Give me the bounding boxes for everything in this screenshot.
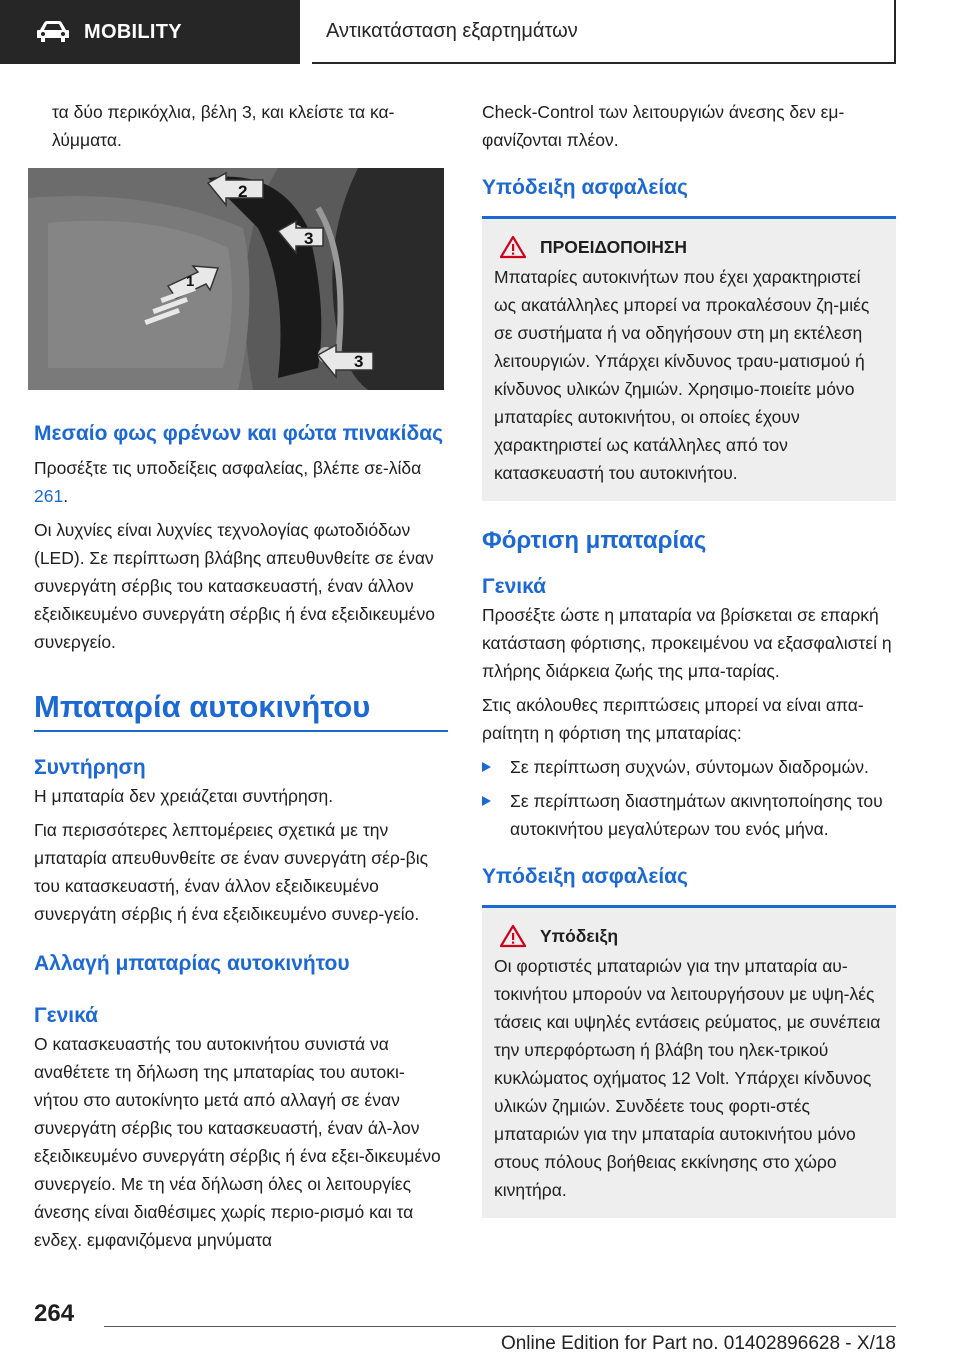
brake-light-paragraph-1 (34, 454, 448, 510)
warning-triangle-icon (500, 924, 526, 948)
page-number: 264 (34, 1300, 75, 1327)
maintenance-heading: Συντήρηση (34, 756, 146, 779)
header-chapter (312, 0, 896, 64)
intro-text-block (52, 98, 448, 160)
list-item (482, 787, 896, 843)
list-item-text: Σε περίπτωση συχνών, σύντομων διαδρομών. (510, 757, 869, 777)
note-box (482, 908, 896, 1218)
arrow-label-3-bottom: 3 (354, 352, 364, 371)
battery-change-heading: Αλλαγή μπαταρίας αυτοκινήτου (34, 952, 350, 975)
maintenance-paragraph-1: Η μπαταρία δεν χρειάζεται συντήρηση. (34, 786, 334, 806)
charging-heading: Φόρτιση μπαταρίας (482, 527, 707, 554)
warning-box-title (494, 219, 884, 263)
arrow-label-2: 2 (238, 182, 248, 201)
arrow-label-3-top: 3 (304, 229, 314, 248)
general-heading-left: Γενικά (34, 1004, 99, 1027)
section-title: MOBILITY (84, 20, 182, 43)
right-column (482, 98, 896, 1218)
left-column (34, 420, 448, 1260)
battery-change-paragraph: Ο κατασκευαστής του αυτοκινήτου συνιστά να αναθέτετε τη δήλωση της μπαταρίας του αυτοκι-νήτου στο αυτοκίνητο μετά από αλλαγή σε έναν συνεργάτη σέρβις του κατασκευαστή, έναν άλ-λον εξειδικευμένο συνεργάτη σέρβις ή ένα εξει-δικευμένο συνεργείο. Με τη νέα δήλωση όλες οι λειτουργίες άνεσης είναι διαθέσιμες χωρίς περιο-ρισμό και τα ενδεχ. εμφανιζόμενα μηνύματα (34, 1034, 441, 1250)
chapter-title: Αντικατάσταση εξαρτημάτων (326, 19, 578, 42)
warning-triangle-icon (500, 235, 526, 259)
check-control-paragraph: Check-Control των λειτουργιών άνεσης δεν εμ-φανίζονται πλέον. (482, 102, 845, 150)
note-box-title (494, 908, 884, 952)
brake-p1-end: . (63, 486, 69, 506)
footer-edition: Online Edition for Part no. 01402896628 - X/18 (500, 1333, 896, 1354)
charging-paragraph-1: Προσέξτε ώστε η μπαταρία να βρίσκεται σε επαρκή κατάσταση φόρτισης, προκειμένου να εξασφαλιστεί η πλήρης διάρκεια ζωής της μπα-ταρίας. (482, 605, 892, 681)
header-section-tab (0, 0, 300, 64)
list-item-text: Σε περίπτωση διαστημάτων ακινητοποίησης του αυτοκινήτου μεγαλύτερων του ενός μήνα. (510, 791, 883, 839)
note-text: Οι φορτιστές μπαταριών για την μπαταρία αυ-τοκινήτου μπορούν να λειτουργήσουν με υψη-λές τάσεις και υψηλές εντάσεις ρεύματος, με συνέπεια την υπερφόρτωση ή βλάβη του ηλεκ-τρικού κυκλώματος οχήματος 12 Volt. Υπάρχει κίνδυνος υλικών ζημιών. Συνδέετε τους φορτι-στές μπαταριών για την μπαταρία αυτοκινήτου μόνο στους πόλους βοήθειας εκκίνησης στο χώρο κινητήρα. (494, 956, 881, 1200)
intro-paragraph: τα δύο περικόχλια, βέλη 3, και κλείστε τα κα-λύμματα. (52, 102, 395, 150)
tail-light-illustration (28, 168, 444, 390)
safety-heading-2: Υπόδειξη ασφαλείας (482, 865, 688, 888)
general-heading-right: Γενικά (482, 575, 547, 598)
bullet-triangle-icon (482, 796, 491, 806)
warning-label: ΠΡΟΕΙΔΟΠΟΙΗΣΗ (540, 237, 688, 257)
note-label: Υπόδειξη (540, 926, 619, 946)
charging-paragraph-2: Στις ακόλουθες περιπτώσεις μπορεί να είναι απα-ραίτητη η φόρτιση της μπαταρίας: (482, 695, 864, 743)
maintenance-paragraph-2: Για περισσότερες λεπτομέρειες σχετικά με την μπαταρία απευθυνθείτε σε έναν συνεργάτη σέρ-βις του κατασκευαστή, έναν άλλον εξειδικευμένο συνεργάτη σέρβις ή ένα εξειδικευμένο συνερ-γείο. (34, 820, 429, 924)
car-icon (36, 20, 70, 44)
tail-light-figure (28, 168, 444, 390)
arrow-label-1: 1 (186, 273, 195, 290)
brake-p1-text: Προσέξτε τις υποδείξεις ασφαλείας, βλέπε σε-λίδα (34, 458, 422, 478)
battery-heading: Μπαταρία αυτοκινήτου (34, 689, 371, 724)
warning-box (482, 219, 896, 501)
brake-light-heading: Μεσαίο φως φρένων και φώτα πινακίδας (34, 422, 444, 445)
charging-conditions-list (482, 753, 896, 843)
page-link-261[interactable]: 261 (34, 486, 64, 506)
bullet-triangle-icon (482, 762, 491, 772)
safety-heading-1: Υπόδειξη ασφαλείας (482, 176, 688, 199)
brake-light-paragraph-2: Οι λυχνίες είναι λυχνίες τεχνολογίας φωτοδιόδων (LED). Σε περίπτωση βλάβης απευθυνθείτε σε έναν συνεργάτη σέρβις του κατασκευαστή, έναν άλλον εξειδικευμένο συνεργάτη σέρβις ή ένα εξειδικευμένο συνεργείο. (34, 520, 435, 652)
warning-text: Μπαταρίες αυτοκινήτων που έχει χαρακτηριστεί ως ακατάλληλες μπορεί να προκαλέσουν ζη-μιές σε συστήματα ή να οδηγήσουν στη μη εκτέλεση λειτουργιών. Υπάρχει κίνδυνος τραυ-ματισμού ή κίνδυνος υλικών ζημιών. Χρησιμο-ποιείτε μόνο μπαταρίες αυτοκινήτου, οι οποίες έχουν χαρακτηριστεί ως κατάλληλες από τον κατασκευαστή του αυτοκινήτου. (494, 267, 870, 483)
footer-rule (104, 1326, 896, 1327)
list-item (482, 753, 896, 781)
